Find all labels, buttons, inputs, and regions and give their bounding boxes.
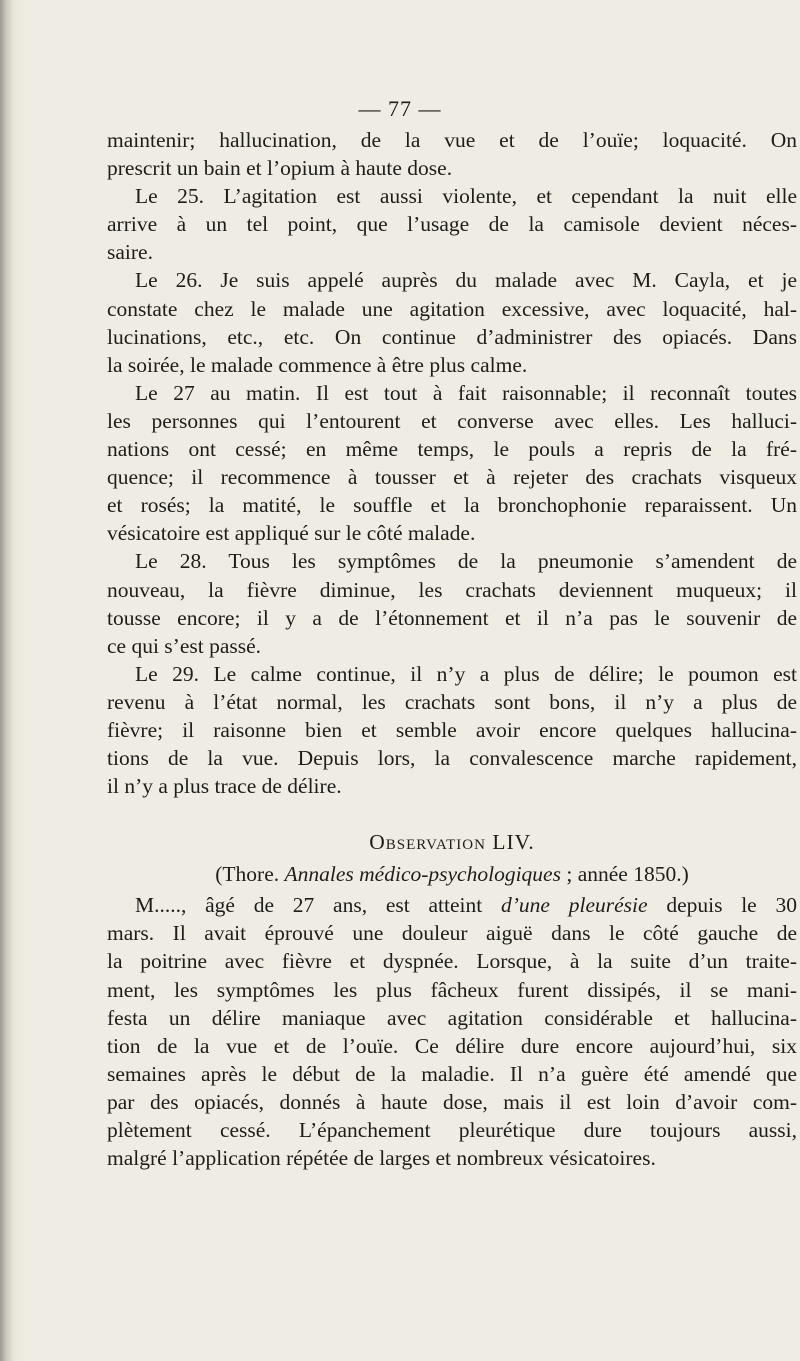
text-line: il n’y a plus trace de délire. — [107, 774, 342, 799]
text-line: semaines après le début de la maladie. Il n’a guère été amendé que — [107, 1061, 797, 1086]
text-line: Le 29. Le calme continue, il n’y a plus de délire; le poumon est — [135, 661, 797, 686]
text-line: Le 26. Je suis appelé auprès du malade avec M. Cayla, et je — [135, 268, 797, 293]
text-line: Le 25. L’agitation est aussi violente, et cependant la nuit elle — [135, 184, 797, 209]
text-line: prescrit un bain et l’opium à haute dose. — [107, 156, 453, 181]
text-line: fièvre; il raisonne bien et semble avoir encore quelques hallucina- — [107, 717, 797, 742]
text-line: Le 27 au matin. Il est tout à fait raisonnable; il reconnaît toutes — [135, 380, 797, 405]
text-line: ment, les symptômes les plus fâcheux furent dissipés, il se mani- — [107, 977, 797, 1002]
source-suffix: ; année 1850.) — [560, 862, 689, 887]
text-line: nouveau, la fièvre diminue, les crachats deviennent muqueux; il — [107, 577, 797, 602]
text-line: quence; il recommence à tousser et à rejeter des crachats visqueux — [107, 465, 797, 490]
text-line: les personnes qui l’entourent et converse avec elles. Les halluci- — [107, 408, 797, 433]
text-line: maintenir; hallucination, de la vue et de l’ouïe; loquacité. On — [107, 128, 797, 152]
case-diagnosis: d’une pleurésie — [501, 893, 648, 918]
text-line: et rosés; la matité, le souffle et la bronchophonie reparaissent. Un — [107, 493, 797, 518]
text-line: constate chez le malade une agitation excessive, avec loquacité, hal- — [107, 296, 797, 321]
case-text: depuis le 30 — [647, 893, 797, 918]
text-line: tousse encore; il y a de l’étonnement et il n’a pas le souvenir de — [107, 605, 797, 630]
text-line: tion de la vue et de l’ouïe. Ce délire dure encore aujourd’hui, six — [107, 1033, 797, 1058]
source-prefix: (Thore. — [215, 862, 285, 887]
text-line: plètement cessé. L’épanchement pleurétique dure toujours aussi, — [107, 1118, 797, 1142]
text-line: mars. Il avait éprouvé une douleur aiguë dans le côté gauche de — [107, 921, 797, 946]
source-journal: Annales médico-psychologiques — [284, 862, 561, 887]
observation-source — [107, 858, 797, 891]
text-line: vésicatoire est appliqué sur le côté malade. — [107, 521, 476, 546]
page-text — [107, 126, 797, 1172]
observation-title: Observation LIV. — [369, 830, 535, 855]
text-line: tions de la vue. Depuis lors, la convalescence marche rapidement, — [107, 746, 797, 771]
text-line: lucinations, etc., etc. On continue d’administrer des opiacés. Dans — [107, 324, 797, 349]
text-line — [107, 891, 797, 919]
page-number: — 77 — — [358, 96, 442, 121]
case-text: M....., âgé de 27 ans, est atteint — [135, 893, 502, 918]
text-line: la soirée, le malade commence à être plus calme. — [107, 352, 528, 377]
text-line: ce qui s’est passé. — [107, 633, 262, 658]
text-line: arrive à un tel point, que l’usage de la camisole devient néces- — [107, 212, 797, 237]
text-line: Le 28. Tous les symptômes de la pneumonie s’amendent de — [135, 549, 797, 574]
text-line: saire. — [107, 240, 153, 265]
text-line: revenu à l’état normal, les crachats sont bons, il n’y a plus de — [107, 689, 797, 714]
text-line: festa un délire maniaque avec agitation considérable et hallucina- — [107, 1005, 797, 1030]
text-line: nations ont cessé; en même temps, le pouls a repris de la fré- — [107, 437, 797, 462]
text-line: malgré l’application répétée de larges et nombreux vésicatoires. — [107, 1146, 656, 1171]
text-line: par des opiacés, donnés à haute dose, mais il est loin d’avoir com- — [107, 1089, 797, 1114]
text-line: la poitrine avec fièvre et dyspnée. Lorsque, à la suite d’un traite- — [107, 949, 797, 974]
